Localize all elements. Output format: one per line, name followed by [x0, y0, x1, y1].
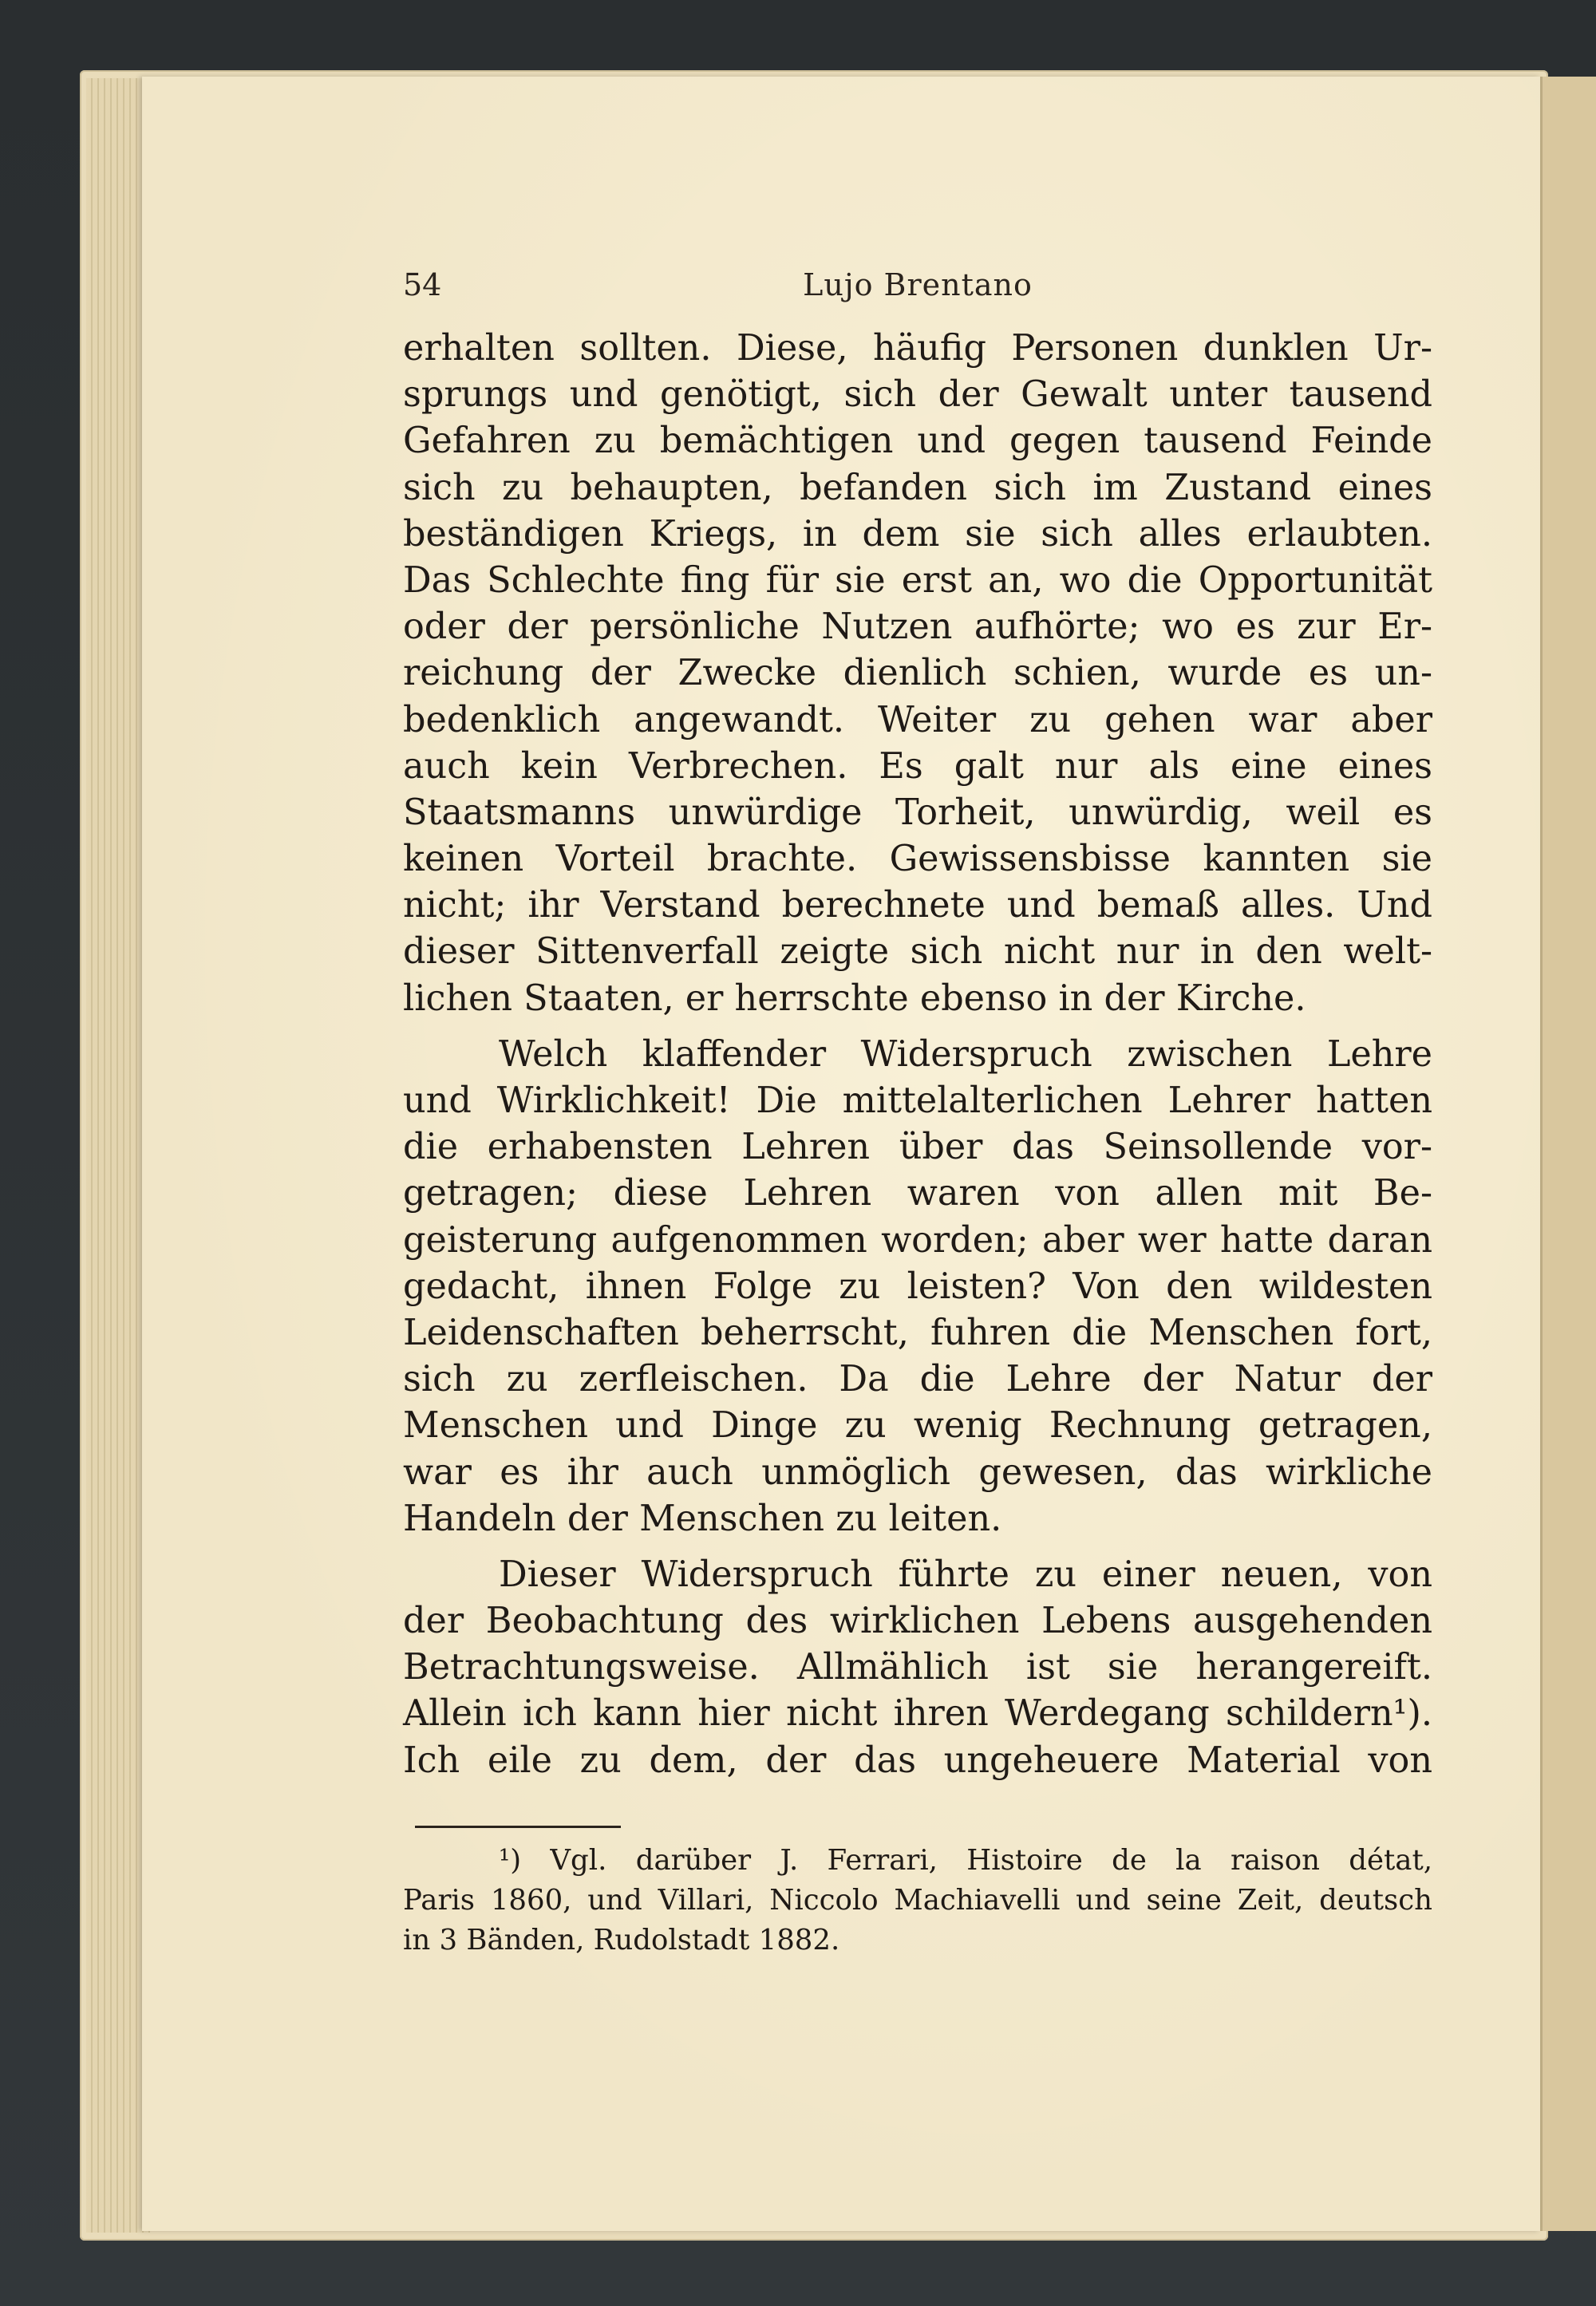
text-line: und Wirklichkeit! Die mittelalterlichen Lehrer hatten	[403, 1080, 1432, 1121]
text-line: Leidenschaften beherrscht, fuhren die Menschen fort,	[403, 1312, 1432, 1353]
text-line: oder der persönliche Nutzen aufhörte; wo es zur Er-	[403, 606, 1432, 648]
page-number: 54	[403, 267, 442, 302]
footnote-line: in 3 Bänden, Rudolstadt 1882.	[403, 1924, 840, 1957]
text-line: reichung der Zwecke dienlich schien, wurde es un-	[403, 653, 1432, 694]
text-line: keinen Vorteil brachte. Gewissensbisse kannten sie	[403, 839, 1432, 880]
text-line: Betrachtungsweise. Allmählich ist sie herangereift.	[403, 1647, 1432, 1688]
text-line: Staatsmanns unwürdige Torheit, unwürdig, weil es	[403, 792, 1432, 833]
text-line: getragen; diese Lehren waren von allen mit Be-	[403, 1173, 1432, 1214]
text-line: dieser Sittenverfall zeigte sich nicht nur in den welt-	[403, 931, 1432, 973]
text-line: Menschen und Dinge zu wenig Rechnung getragen,	[403, 1405, 1432, 1447]
text-line: war es ihr auch unmöglich gewesen, das wirkliche	[403, 1451, 1432, 1493]
text-line: auch kein Verbrechen. Es galt nur als eine eines	[403, 745, 1432, 787]
text-line: lichen Staaten, er herrschte ebenso in der Kirche.	[403, 977, 1306, 1019]
text-line: Das Schlechte fing für sie erst an, wo die Opportunität	[403, 559, 1432, 601]
text-line: gedacht, ihnen Folge zu leisten? Von den wildesten	[403, 1266, 1432, 1307]
text-line: bedenklich angewandt. Weiter zu gehen war aber	[403, 699, 1432, 740]
text-line: sprungs und genötigt, sich der Gewalt unter tausend	[403, 374, 1432, 416]
paragraph-2	[403, 1032, 1432, 1542]
page-header	[403, 267, 1432, 315]
facing-page-edge	[1540, 77, 1596, 2231]
text-line: der Beobachtung des wirklichen Lebens ausgehenden	[403, 1601, 1432, 1642]
text-line: Gefahren zu bemächtigen und gegen tausend Feinde	[403, 421, 1432, 462]
text-line: Welch klaffender Widerspruch zwischen Lehre	[499, 1033, 1432, 1075]
body-text	[403, 326, 1432, 1784]
footnote-line: ¹) Vgl. darüber J. Ferrari, Histoire de la raison détat,	[499, 1844, 1432, 1877]
text-line: Ich eile zu dem, der das ungeheuere Material von	[403, 1739, 1432, 1781]
paragraph-1	[403, 326, 1432, 1022]
footnote	[403, 1841, 1432, 1960]
paragraph-3	[403, 1552, 1432, 1784]
text-line: geisterung aufgenommen worden; aber wer hatte daran	[403, 1219, 1432, 1261]
text-line: beständigen Kriegs, in dem sie sich alles erlaubten.	[403, 513, 1432, 555]
footnote-line: Paris 1860, und Villari, Niccolo Machiavelli und seine Zeit, deutsch	[403, 1884, 1432, 1917]
text-line: sich zu zerfleischen. Da die Lehre der Natur der	[403, 1359, 1432, 1400]
text-line: Dieser Widerspruch führte zu einer neuen, von	[499, 1554, 1432, 1595]
text-line: Handeln der Menschen zu leiten.	[403, 1498, 1002, 1539]
running-head: Lujo Brentano	[803, 267, 1033, 302]
text-line: die erhabensten Lehren über das Seinsollende vor-	[403, 1127, 1432, 1168]
text-line: sich zu behaupten, befanden sich im Zustand eines	[403, 467, 1432, 508]
text-line: Allein ich kann hier nicht ihren Werdegang schildern¹).	[403, 1693, 1432, 1735]
text-line: erhalten sollten. Diese, häufig Personen dunklen Ur-	[403, 328, 1432, 369]
footnote-rule	[415, 1826, 621, 1828]
text-line: nicht; ihr Verstand berechnete und bemaß alles. Und	[403, 885, 1432, 926]
